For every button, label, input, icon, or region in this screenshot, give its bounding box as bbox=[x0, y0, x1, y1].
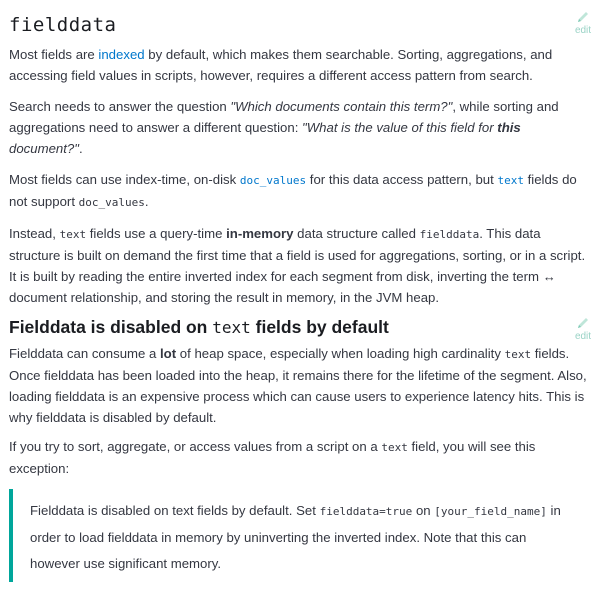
edit-label: edit bbox=[574, 331, 592, 342]
edit-link-fielddata[interactable] bbox=[571, 10, 595, 36]
doc-values-link[interactable]: doc_values bbox=[239, 174, 307, 187]
pencil-icon bbox=[576, 316, 590, 330]
indexed-link[interactable]: indexed bbox=[98, 47, 145, 62]
paragraph-indexed: Most fields are indexed by default, which makes them searchable. Sorting, aggregations, and accessing field values in scripts, however, requires a different access pattern from search. bbox=[9, 47, 553, 83]
text-field-link[interactable]: text bbox=[497, 174, 524, 187]
paragraph-doc-values: Most fields can use index-time, on-disk doc_values for this data access pattern, but text fields do not support doc_values. bbox=[9, 172, 577, 209]
edit-label: edit bbox=[574, 25, 592, 36]
paragraph-in-memory: Instead, text fields use a query-time in-memory data structure called fielddata. This data structure is built on demand the first time that a field is used for aggregations, sorting, or in a script. It is built by reading the entire inverted index for each segment from disk, inverting the term ↔ document relationship, and storing the result in memory, in the JVM heap. bbox=[9, 226, 586, 305]
exception-blockquote bbox=[9, 489, 597, 582]
paragraph-heap-space: Fielddata can consume a lot of heap space, especially when loading high cardinality text fields. Once fielddata has been loaded into the heap, it remains there for the lifetime of the segment. Also, loading fielddata is an expensive process which can cause users to experience latency hits. This is why fielddata is disabled by default. bbox=[9, 346, 587, 425]
paragraph-exception-intro: If you try to sort, aggregate, or access values from a script on a text field, you will see this exception: bbox=[9, 439, 536, 476]
section-heading: Fielddata is disabled on text fields by default bbox=[9, 317, 389, 337]
paragraph-search-question: Search needs to answer the question "Which documents contain this term?", while sorting and aggregations need to answer a different question: "What is the value of this field for this document?". bbox=[9, 99, 559, 156]
page-title: fielddata bbox=[9, 14, 117, 36]
pencil-icon bbox=[576, 10, 590, 24]
exception-message: Fielddata is disabled on text fields by default. Set fielddata=true on [your_field_name] in order to load fielddata in memory by uninverting the inverted index. Note that this can however use significant memory. bbox=[30, 503, 561, 571]
edit-link-disabled-by-default[interactable] bbox=[571, 316, 595, 342]
